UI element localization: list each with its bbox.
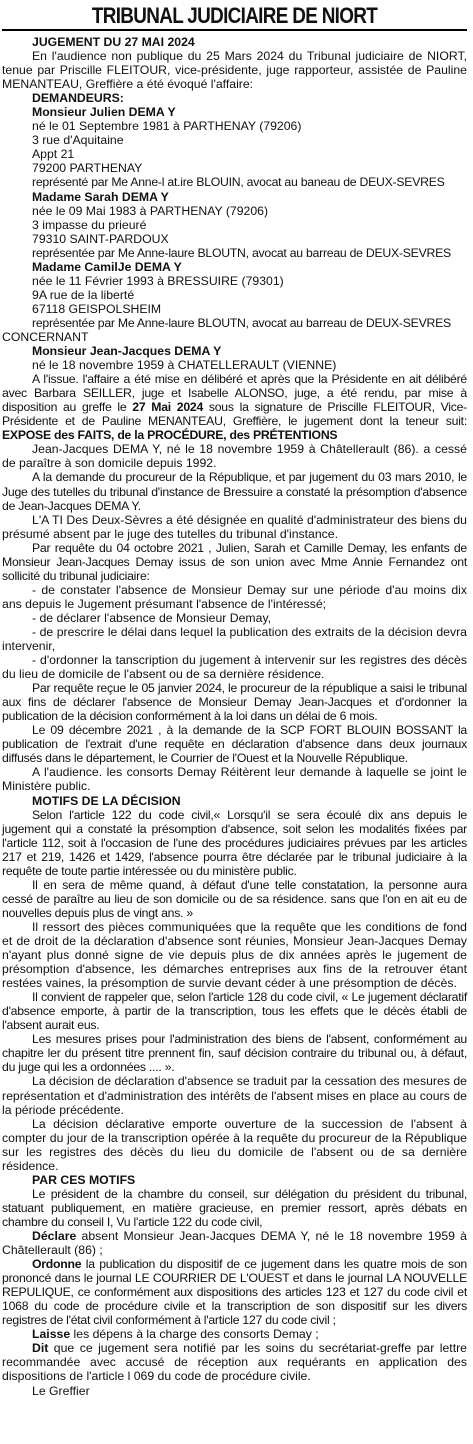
party-line: 3 impasse du prieuré [32,217,147,232]
party-line: né le 18 novembre 1959 à CHATELLERAULT (VIENNE) [32,358,337,373]
party-line: Appt 21 [32,147,75,162]
body-paragraph: Selon l'article 122 du code civil,« Lorsqu'il se sera écoulé dix ans depuis le jugement qui a constaté la présomption d'absence, soit selon les modalités fixées par l'article 112, soit à l'occasion de l'une des procédures judiciaires prévues par les articles 217 et 219, 1426 et 1429, l'absence pourra être déclarée par le tribunal judiciaire à la requête de toute partie intéressée ou du ministère public. [2,807,467,878]
party-line: représentée par Me Anne-laure BLOUTN, avocat au barreau de DEUX-SEVRES [32,245,451,260]
body-paragraph: Il convient de rappeler que, selon l'article 128 du code civil, « Le jugement déclaratif d'absence emporte, à partir de la transcription, tous les effets que le décès établi de l'absent aurait eus. [2,990,467,1033]
deliberation-text: sous la signature de Priscille FLEITOUR, Vice-Présidente et de Pauline MENANTEAU, Greffière, le jugement dont la teneur suit: [2,400,468,429]
title-rule [2,29,467,31]
body-paragraph: Par requête du 04 octobre 2021 , Julien, Sarah et Camille Demay, les enfants de Monsieur Jean-Jacques Demay issus de son union avec Mme Annie Fernandez ont sollicité du tribunal judiciaire: [2,540,467,583]
declare-text: absent Monsieur Jean-Jacques DEMA Y, né le 18 novembre 1959 à Châtellerault (86) ; [2,1228,467,1258]
party-name: Madame CamilJe DEMA Y [32,259,182,274]
party-name: Madame Sarah DEMA Y [32,189,169,204]
concernant-heading: CONCERNANT [2,329,89,344]
ordonne-keyword: Ordonne [32,1257,82,1272]
intro-paragraph: En l'audience non publique du 25 Mars 2024 du Tribunal judiciaire de NIORT, tenue par Priscille FLEITOUR, vice-présidente, juge rapporteur, assistée de Pauline MENANTEAU, Greffière a été évoqué l'affaire: [2,49,467,92]
party-name: Monsieur Julien DEMA Y [32,105,176,120]
party-line: 79310 SAINT-PARDOUX [32,231,169,246]
body-paragraph: - d'ordonner la tanscription du jugement à intervenir sur les registres des décès du lieu de domicile de l'absent ou de sa dernière résidence. [2,653,467,682]
body-paragraph: A la demande du procureur de la République, et par jugement du 03 mars 2010, le Juge des tutelles du tribunal d'instance de Bressuire a constaté la présomption d'absence de Jean-Jacques DEMA Y. [2,470,467,513]
declare-paragraph [2,1229,467,1257]
body-paragraph: L'A TI Des Deux-Sèvres a été désignée en qualité d'administrateur des biens du présumé absent par le juge des tutelles du tribunal d'instance. [2,512,467,541]
body-paragraph: Par requête reçue le 05 janvier 2024, le procureur de la république a saisi le tribunal aux fins de déclarer l'absence de Monsieur Demay Jean-Jacques et d'ordonner la publication de la décision conformément à la loi dans un délai de 6 mois. [2,681,467,724]
deliberation-paragraph [2,372,467,442]
dit-text: que ce jugement sera notifié par les soins du secrétariat-greffe par lettre recommandée avec accusé de réception aux requérants en application des dispositions de l'article l 069 du code de procédure civile. [2,1341,467,1384]
motifs-heading: MOTIFS DE LA DÉCISION [32,793,181,808]
party-line: représentée par Me Anne-laure BLOUTN, avocat au barreau de DEUX-SEVRES [32,315,451,330]
body-paragraph: Il en sera de même quand, à défaut d'une telle constatation, la personne aura cessé de paraître au lieu de son domicile ou de sa résidence. sans que l'on en ait eu de nouvelles depuis plus de vingt ans. » [2,877,467,920]
laisse-text: les dépens à la charge des consorts Demay ; [70,1327,319,1342]
declare-keyword: Déclare [32,1228,77,1243]
laisse-paragraph [2,1327,467,1341]
party-name: Monsieur Jean-Jacques DEMA Y [32,344,222,359]
judgment-date: 27 Mai 2024 [132,400,204,415]
body-paragraph: A l'audience. les consorts Demay Réitèrent leur demande à laquelle se joint le Ministère public. [2,765,467,794]
laisse-keyword: Laisse [32,1327,71,1342]
party-line: née le 09 Mai 1983 à PARTHENAY (79206) [32,203,269,218]
party-line: 9A rue de la liberté [32,287,135,302]
body-paragraph: Les mesures prises pour l'administration des biens de l'absent, conformément au chapitre ler du présent titre prennent fin, sauf décision contraire du tribunal ou, à défaut, du juge qui les a ordonnées .... ». [2,1032,467,1075]
signature: Le Greffier [32,1383,90,1398]
dit-keyword: Dit [32,1341,49,1356]
body-paragraph: Il ressort des pièces communiquées que la requête que les conditions de fond et de droit de la déclaration d'absence sont réunies, Monsieur Jean-Jacques Demay n'ayant plus donné signe de vie depuis plus de dix années après le jugement de présomption d'absence, les démarches entreprises aux fins de la retrouver étant restées vaines, la présomption de survie devant céder à une présomption de décès. [2,919,467,991]
body-paragraph: Le président de la chambre du conseil, sur délégation du président du tribunal, statuant publiquement, en matière gracieuse, en premier ressort, après débats en chambre du conseil I, Vu l'article 122 du code civil, [2,1186,467,1229]
body-paragraph: Jean-Jacques DEMA Y, né le 18 novembre 1959 à Châtellerault (86). a cessé de paraître à son domicile depuis 1992. [2,442,467,471]
page-title: TRIBUNAL JUDICIAIRE DE NIORT [91,3,378,28]
judgment-heading: JUGEMENT DU 27 MAI 2024 [32,35,195,49]
party-line: née le 11 Février 1993 à BRESSUIRE (79301) [32,273,284,288]
ordonne-paragraph [2,1257,467,1327]
body-paragraph: La décision déclarative emporte ouverture de la succession de l'absent à compter du jour de la transcription opérée à la requête du procureur de la République sur les registres des décès du lieu du domicile de l'absent ou de sa dernière résidence. [2,1116,467,1173]
party-line: né le 01 Septembre 1981 à PARTHENAY (79206) [32,119,302,134]
dispositif-heading: PAR CES MOTIFS [32,1172,136,1187]
party-line: 79200 PARTHENAY [32,161,143,176]
party-line: 67118 GEISPOLSHEIM [32,301,162,316]
body-paragraph: La décision de déclaration d'absence se traduit par la cessation des mesures de représentation et d'administration des intérêts de l'absent mises en place au cours de la période précédente. [2,1074,467,1117]
body-paragraph: - de déclarer l'absence de Monsieur Demay, [32,610,272,625]
party-line: représenté par Me Anne-l at.ire BLOUIN, avocat au baneau de DEUX-SEVRES [32,175,445,190]
body-paragraph: Le 09 décembre 2021 , à la demande de la SCP FORT BLOUIN BOSSANT la publication de l'extrait d'une requête en déclaration d'absence dans deux journaux diffusés dans le département, le Courrier de l'Ouest et la Nouvelle République. [2,723,467,766]
party-line: 3 rue d'Aquitaine [32,133,124,148]
deliberation-text: A l'issue. l'affaire a été mise en délibéré et après que la Présidente en ait délibéré avec Barbara SEILLER, juge et Isabelle ALONSO, juge, a été rendu, par mise à disposition au greffe le [2,372,467,415]
body-paragraph: - de constater l'absence de Monsieur Demay sur une période d'au moins dix ans depuis le Jugement présumant l'absence de l'intéressé; [2,582,467,611]
dit-paragraph [2,1341,467,1383]
ordonne-text: la publication du dispositif de ce jugement dans les quatre mois de son prononcé dans le journal LE COURRIER DE L'OUEST et dans le journal LA NOUVELLE REPULIQUE, ce conformément aux dispositions des articles 123 et 127 du code civil et 1068 du code de procédure civile et la transcription de son dispositif sur les divers registres de l'état civil conformément à l'article 127 du code civil ; [2,1257,467,1328]
faits-heading: EXPOSE des FAITS, de la PROCÉDURE, des PRÉTENTIONS [2,428,338,443]
demandeurs-heading: DEMANDEURS: [32,91,124,106]
body-paragraph: - de prescrire le délai dans lequel la publication des extraits de la décision devra intervenir, [2,624,467,654]
